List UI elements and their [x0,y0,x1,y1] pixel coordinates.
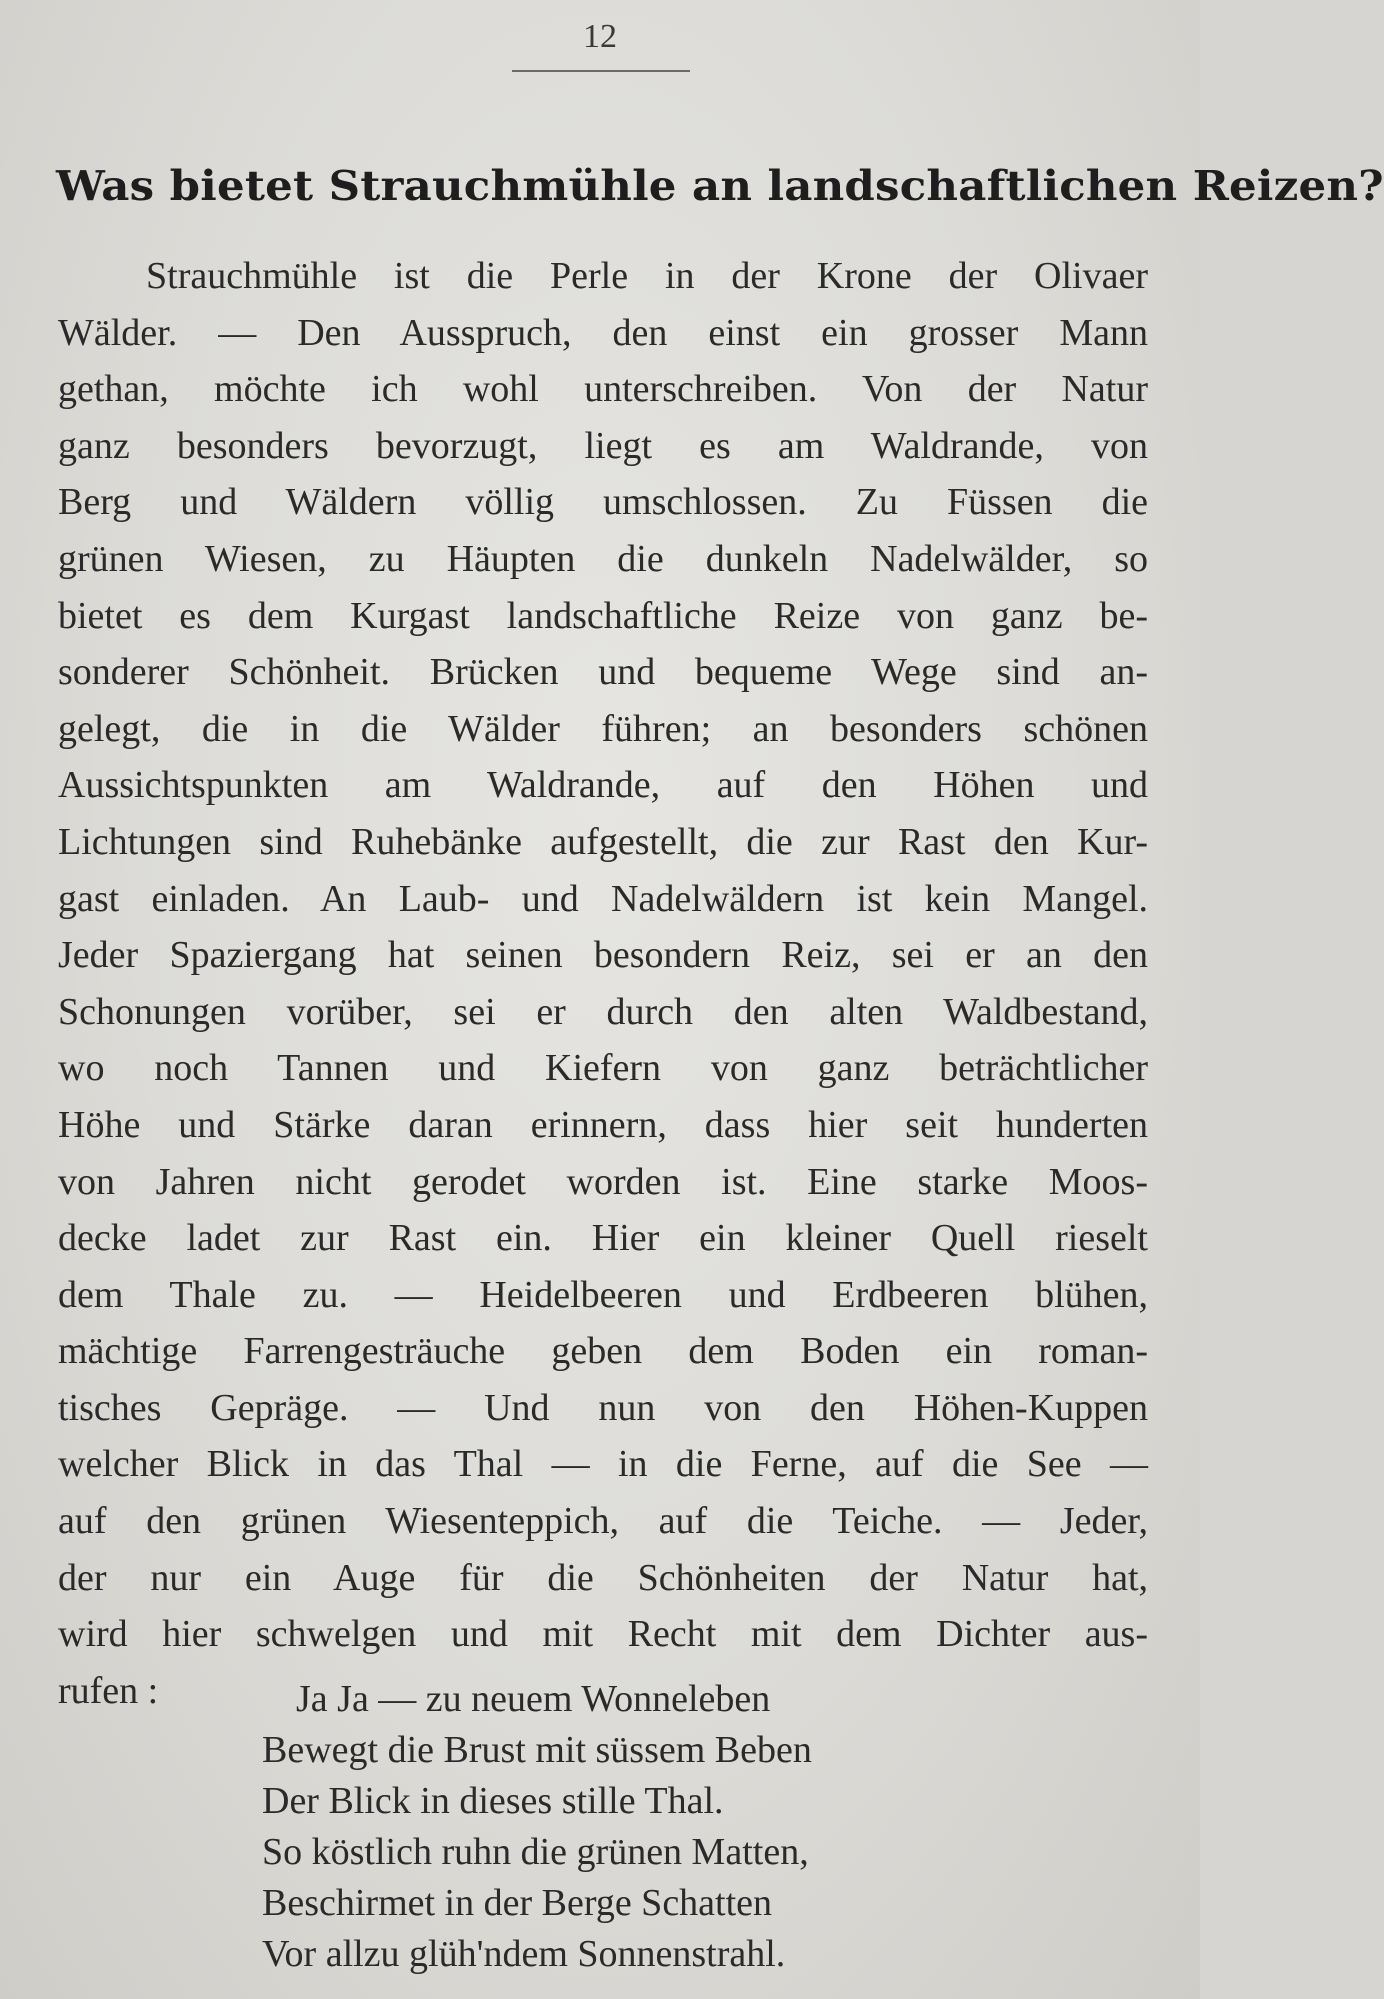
paragraph-line: grünen Wiesen, zu Häupten die dunkeln Nadelwälder, so [58,537,1148,580]
paragraph-line: decke ladet zur Rast ein. Hier ein kleiner Quell rieselt [58,1217,1148,1260]
paragraph-line: dem Thale zu. — Heidelbeeren und Erdbeeren blühen, [58,1273,1148,1316]
paragraph-line: Jeder Spaziergang hat seinen besondern Reiz, sei er an den [58,934,1148,977]
paragraph-line: Schonungen vorüber, sei er durch den alten Waldbestand, [58,990,1148,1033]
poem-stanza [262,1674,962,1980]
paragraph-line: bietet es dem Kurgast landschaftliche Reize von ganz be- [58,594,1148,637]
poem-line: Der Blick in dieses stille Thal. [262,1780,724,1822]
paragraph-line: wird hier schwelgen und mit Recht mit dem Dichter aus- [58,1613,1148,1656]
paragraph-line: der nur ein Auge für die Schönheiten der Natur hat, [58,1556,1148,1599]
paragraph-line: Berg und Wäldern völlig umschlossen. Zu Füssen die [58,481,1148,524]
paragraph-line: gast einladen. An Laub- und Nadelwäldern ist kein Mangel. [58,877,1148,920]
poem-line: Beschirmet in der Berge Schatten [262,1882,773,1924]
paragraph-line: mächtige Farrengesträuche geben dem Boden ein roman- [58,1330,1148,1373]
paragraph-line: Wälder. — Den Ausspruch, den einst ein grosser Mann [58,311,1148,354]
poem-line: So köstlich ruhn die grünen Matten, [262,1831,809,1873]
paragraph-line: wo noch Tannen und Kiefern von ganz beträchtlicher [58,1047,1148,1090]
paragraph-line: gethan, möchte ich wohl unterschreiben. Von der Natur [58,368,1148,411]
paragraph-line: Höhe und Stärke daran erinnern, dass hier seit hunderten [58,1103,1148,1146]
paragraph-line: von Jahren nicht gerodet worden ist. Eine starke Moos- [58,1160,1148,1203]
paragraph-line: auf den grünen Wiesenteppich, auf die Teiche. — Jeder, [58,1500,1148,1543]
poem-line: Ja Ja — zu neuem Wonneleben [296,1678,771,1720]
paragraph-line: rufen : [58,1669,159,1712]
page-number-rule [512,70,690,72]
poem-line: Vor allzu glüh'ndem Sonnenstrahl. [262,1933,786,1975]
page-number: 12 [583,18,617,55]
paragraph-line: gelegt, die in die Wälder führen; an besonders schönen [58,707,1148,750]
poem-line: Bewegt die Brust mit süssem Beben [262,1729,812,1771]
paragraph-line: tisches Gepräge. — Und nun von den Höhen-Kuppen [58,1386,1148,1429]
paragraph-line: ganz besonders bevorzugt, liegt es am Waldrande, von [58,424,1148,467]
body-paragraph [58,248,1148,1719]
paragraph-line: Aussichtspunkten am Waldrande, auf den Höhen und [58,764,1148,807]
paragraph-line: Strauchmühle ist die Perle in der Krone der Olivaer [146,255,1148,297]
paragraph-line: Lichtungen sind Ruhebänke aufgestellt, die zur Rast den Kur- [58,820,1148,863]
paragraph-line: welcher Blick in das Thal — in die Ferne, auf die See — [58,1443,1148,1486]
section-title: Was bietet Strauchmühle an landschaftlichen Reizen? [56,162,1384,210]
paragraph-line: sonderer Schönheit. Brücken und bequeme Wege sind an- [58,651,1148,694]
